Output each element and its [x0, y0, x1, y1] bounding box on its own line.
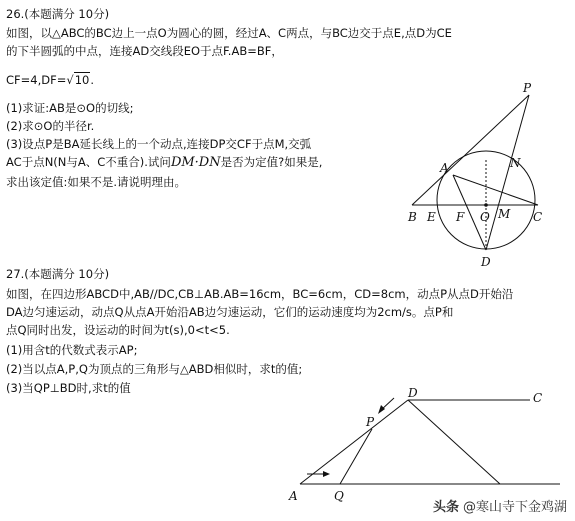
q27-line2: DA边匀速运动，动点Q从点A开始沿AB边匀速运动，它们的运动速度均为2cm/s。点P和	[6, 305, 454, 319]
q26-label-a: A	[440, 161, 449, 175]
q26-title: 26.(本题满分 10分)	[6, 7, 110, 21]
watermark	[433, 496, 567, 515]
q26-label-m: M	[498, 207, 511, 221]
q27-label-q: Q	[334, 489, 344, 503]
q26-df-value: 10	[74, 73, 90, 87]
q27-line1: 如图，在四边形ABCD中,AB//DC,CB⊥AB.AB=16cm，BC=6cm，CD=8cm，动点P从点D开始沿	[6, 287, 514, 301]
q26-point-o	[484, 203, 488, 207]
watermark-logo: 头条	[432, 500, 459, 515]
q27-arrowhead-q	[323, 471, 330, 477]
q26-figure	[395, 80, 565, 270]
watermark-text: @寒山寺下金鸡湖	[462, 500, 567, 515]
q26-part3b-math: DM·DN	[170, 155, 221, 170]
q27-part2: (2)当以点A,P,Q为顶点的三角形与△ABD相似时，求t的值;	[6, 362, 303, 376]
q26-label-f: F	[456, 210, 465, 224]
q26-label-b: B	[408, 210, 417, 224]
q26-line1: 如图，以△ABC的BC边上一点O为圆心的圆，经过A、C两点，与BC边交于点E,点D为CE	[6, 26, 452, 40]
q27-label-c: C	[533, 391, 543, 405]
sqrt-sign: √	[66, 73, 74, 87]
q26-cf-tail: .	[90, 73, 94, 87]
q27-label-a: A	[289, 489, 298, 503]
q26-line-pd	[486, 95, 529, 250]
q26-part1: (1)求证:AB是⊙O的切线;	[6, 101, 134, 115]
q26-cf-text: CF=4,DF=	[6, 73, 67, 87]
q26-part3a: (3)设点P是BA延长线上的一个动点,连接DP交CF于点M,交弧	[6, 137, 312, 151]
q26-label-o: O	[480, 210, 490, 224]
q26-line-bp	[412, 95, 529, 205]
q26-cf-df	[6, 72, 94, 88]
q27-line-bd	[408, 400, 500, 484]
q27-part3: (3)当QP⊥BD时,求t的值	[6, 381, 131, 395]
q26-part2: (2)求⊙O的半径r.	[6, 119, 95, 133]
q27-line3: 点Q同时出发，设运动的时间为t(s),0<t<5.	[6, 323, 230, 337]
q26-part3b-post: 是否为定值?如果是,	[220, 155, 323, 169]
q26-part3b	[6, 154, 322, 171]
q26-line2: 的下半圆弧的中点，连接AD交线段EO于点F.AB=BF，	[6, 44, 283, 58]
q27-part1: (1)用含t的代数式表示AP;	[6, 343, 138, 357]
q26-label-p: P	[523, 81, 532, 95]
q26-label-c: C	[533, 210, 543, 224]
q26-line-ac	[453, 175, 538, 205]
q26-label-n: N	[510, 156, 521, 170]
q26-label-e: E	[427, 210, 436, 224]
q27-arrowhead-p	[378, 405, 385, 414]
q26-label-d: D	[481, 255, 491, 269]
q26-part3c: 求出该定值:如果不是.请说明理由。	[6, 175, 187, 189]
q27-label-p: P	[366, 415, 375, 429]
q27-line-ad	[300, 400, 408, 484]
q26-part3b-pre: AC于点N(N与A、C不重合).试问	[6, 155, 171, 169]
q27-line-pq	[340, 429, 372, 484]
q27-label-d: D	[408, 386, 418, 400]
q27-title: 27.(本题满分 10分)	[6, 267, 110, 281]
